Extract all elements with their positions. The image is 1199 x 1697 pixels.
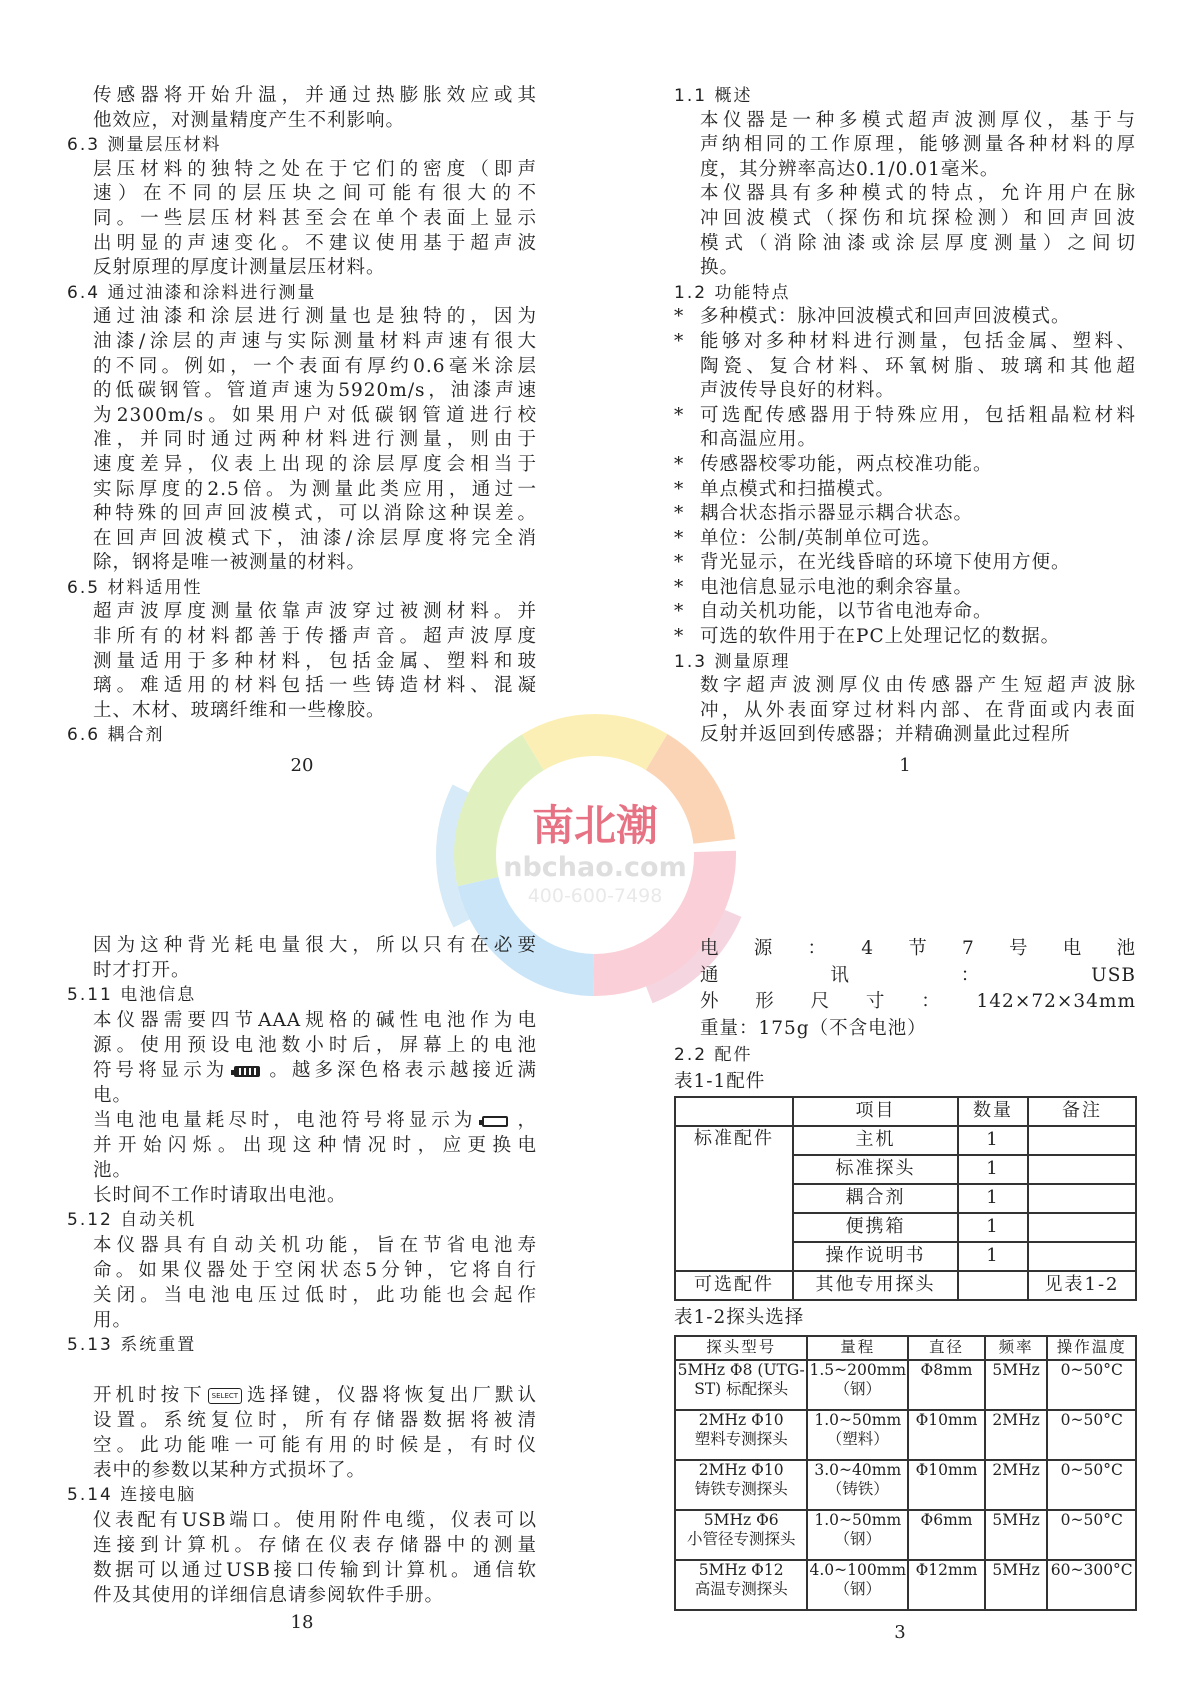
bullet-item [674,478,1136,503]
table-cell [1047,1410,1136,1460]
section-heading [67,576,537,601]
table-1-1-caption: 表1-1配件 [674,1070,766,1092]
table-cell [1047,1560,1136,1610]
cell-line: （钢） [834,1379,882,1398]
qty-cell: 1 [958,1213,1028,1242]
cell-line: 0~50°C [1060,1410,1123,1429]
note-cell [1028,1126,1136,1155]
cell-line: 0~50°C [1060,1510,1123,1529]
text-line: 外形尺寸：142×72×34mm [700,991,1136,1013]
table-cell [985,1560,1048,1610]
paragraph [67,600,537,723]
text-line: 换。 [700,257,740,279]
text-line: 电。 [93,1085,133,1106]
qty-cell [958,1271,1028,1300]
page-1-column [674,84,1136,748]
text-segment: 当电池电量耗尽时，电池符号将显示为 [93,1110,477,1131]
text-segment: 选择键，仪器将恢复出厂默认 [244,1385,537,1406]
watermark-phone: 400-600-7498 [527,885,663,907]
text-line: 因为这种背光耗电量很大，所以只有在必要 [93,935,537,956]
bullet-marker: * [674,601,684,623]
page-number: 20 [290,755,314,776]
page-number: 3 [894,1622,906,1643]
cell-line: Φ12mm [915,1560,978,1579]
table-cell [985,1360,1048,1410]
cell-line: 2MHz [992,1460,1040,1479]
text-segment: 开机时按下 [93,1385,206,1406]
text-line: 速度差异，仪表上出现的涂层厚度会相当于 [93,453,537,475]
section-heading [67,133,537,158]
text-segment: 符号将显示为 [93,1060,229,1081]
text-line: 池。 [93,1160,133,1181]
text-line: 电池信息显示电池的剩余容量。 [700,576,974,598]
bullet-item [674,551,1136,576]
cell-line: （塑料） [826,1429,889,1448]
probe-selection-table [674,1335,1137,1611]
paragraph [674,674,1136,748]
note-cell [1028,1184,1136,1213]
text-line: 在回声回波模式下，油漆/涂层厚度将完全消 [93,527,537,549]
text-line: 的不同。例如，一个表面有厚约0.6毫米涂层 [93,355,537,377]
battery-full-icon [234,1066,260,1077]
bullet-marker: * [674,306,684,328]
battery-empty-icon [482,1116,508,1127]
table-cell [908,1360,985,1410]
text-line: 多种模式：脉冲回波模式和回声回波模式。 [700,306,1071,328]
text-line: 声纳相同的工作原理，能够测量各种材料的厚 [700,134,1136,156]
section-heading [67,1208,537,1233]
table-header-row [675,1336,1136,1360]
bullet-marker: * [674,330,684,352]
table-cell [675,1360,807,1410]
text-line: 可选配传感器用于特殊应用，包括粗晶粒材料 [700,404,1136,426]
paragraph [674,109,1136,183]
text-line: 为2300m/s。如果用户对低碳钢管道进行校 [93,404,537,426]
table-header-cell: 项目 [793,1097,958,1126]
table-1-2-caption: 表1-2探头选择 [674,1306,805,1328]
table-cell [908,1460,985,1510]
page-20-column [67,84,537,748]
paragraph [67,933,537,983]
cell-line: 5MHz Φ12 [698,1560,784,1579]
table-row [675,1460,1136,1510]
cell-line: 5MHz Φ8 (UTG- [677,1360,805,1379]
table-row [675,1560,1136,1610]
paragraph [67,158,537,281]
text-line: 测量适用于多种材料，包括金属、塑料和玻 [93,650,537,672]
text-line: 除，钢将是唯一被测量的材料。 [93,552,367,574]
text-line: 实际厚度的2.5倍。为测量此类应用，通过一 [93,478,537,500]
cell-line: 60~300°C [1050,1560,1133,1579]
watermark-site: nbchao.com [503,852,687,883]
item-cell: 操作说明书 [793,1242,958,1271]
cell-line: 5MHz [992,1560,1040,1579]
spacer [67,1358,537,1383]
text-line: 本仪器是一种多模式超声波测厚仪，基于与 [700,109,1136,131]
bullet-item [674,453,1136,478]
bullet-item [674,404,1136,453]
text-line: 和高温应用。 [700,429,818,451]
bullet-item [674,576,1136,601]
text-line: 通过油漆和涂层进行测量也是独特的，因为 [93,306,537,328]
group-cell: 可选配件 [675,1271,793,1300]
paragraph [67,84,537,133]
section-heading [67,723,537,748]
table-cell [908,1510,985,1560]
text-line: 冲回波模式（探伤和坑探检测）和回声回波 [700,207,1136,229]
text-line: 长时间不工作时请取出电池。 [93,1185,347,1206]
bullet-item [674,527,1136,552]
paragraph [67,1508,537,1608]
cell-line: 2MHz Φ10 [698,1460,784,1479]
paragraph [67,1108,537,1183]
cell-line: Φ10mm [915,1460,978,1479]
table-row [675,1510,1136,1560]
text-line: 传感器将开始升温，并通过热膨胀效应或其 [93,85,537,106]
cell-line: 3.0~40mm [814,1460,902,1479]
text-line: 单点模式和扫描模式。 [700,478,896,500]
table-cell [985,1410,1048,1460]
bullet-item [674,625,1136,650]
page-number: 1 [899,755,911,776]
text-line: 并开始闪烁。出现这种情况时，应更换电 [93,1135,537,1156]
bullet-item [674,502,1136,527]
table-cell [1047,1510,1136,1560]
text-line: 能够对多种材料进行测量，包括金属、塑料、 [700,330,1136,352]
text-line: 数字超声波测厚仪由传感器产生短超声波脉 [700,675,1136,697]
cell-line: 1.5~200mm [809,1360,907,1379]
text-line: 传感器校零功能，两点校准功能。 [700,453,993,475]
table-header-cell [675,1097,793,1126]
table-cell [985,1510,1048,1560]
cell-line: 2MHz Φ10 [698,1410,784,1429]
text-line: 反射原理的厚度计测量层压材料。 [93,257,386,279]
table-cell [908,1560,985,1610]
text-line: 他效应，对测量精度产生不利影响。 [93,109,406,131]
table-header-cell: 备注 [1028,1097,1136,1126]
text-line: 准，并同时通过两种材料进行测量，则由于 [93,429,537,451]
text-line: 油漆/涂层的声速与实际测量材料声速有很大 [93,330,537,352]
table-row [675,1126,1136,1155]
cell-line: 铸铁专测探头 [694,1479,788,1498]
paragraph [67,1383,537,1483]
table-cell [675,1510,807,1560]
select-key-icon: SELECT [208,1388,242,1404]
text-line: 冲，从外表面穿过材料内部、在背面或内表面 [700,699,1136,721]
bullet-item [674,330,1136,404]
bullet-item [674,600,1136,625]
text-line: 通讯：USB [700,964,1136,986]
paragraph [67,1008,537,1108]
text-line: 非所有的材料都善于传播声音。超声波厚度 [93,626,537,648]
note-cell: 见表1-2 [1028,1271,1136,1300]
text-line: 5.11 电池信息 [67,985,197,1005]
table-row [675,1410,1136,1460]
table-row [675,1360,1136,1410]
text-line: 本仪器具有自动关机功能，旨在节省电池寿 [93,1235,537,1256]
cell-line: 0~50°C [1060,1360,1123,1379]
text-line: 关闭。当电池电压过低时，此功能也会起作 [93,1285,537,1306]
text-line: 速）在不同的层压块之间可能有很大的不 [93,183,537,205]
cell-line: Φ6mm [920,1510,973,1529]
text-line: 种特殊的回声回波模式，可以消除这种误差。 [93,503,537,525]
note-cell [1028,1155,1136,1184]
table-cell [675,1560,807,1610]
accessories-table [674,1096,1137,1301]
section-heading [674,650,1136,675]
item-cell: 其他专用探头 [793,1271,958,1300]
text-line: 度，其分辨率高达0.1/0.01毫米。 [700,158,1000,180]
page-3-column [674,936,1136,1611]
table-cell [1047,1460,1136,1510]
cell-line: 0~50°C [1060,1460,1123,1479]
text-line: 设置。系统复位时，所有存储器数据将被清 [93,1410,537,1431]
bullet-marker: * [674,404,684,426]
table-header-cell: 数量 [958,1097,1028,1126]
bullet-marker: * [674,527,684,549]
cell-line: Φ8mm [920,1360,973,1379]
text-line: 6.5 材料适用性 [67,577,203,598]
text-line: 仪表配有USB端口。使用附件电缆，仪表可以 [93,1510,537,1531]
table-cell [807,1560,908,1610]
cell-line: 高温专测探头 [694,1579,788,1598]
text-line: 本仪器需要四节AAA规格的碱性电池作为电 [93,1010,537,1031]
table-header-cell: 操作温度 [1047,1336,1136,1360]
table-cell [807,1360,908,1410]
section-heading [67,983,537,1008]
text-line: 6.3 测量层压材料 [67,135,222,156]
text-line: 2.2 配件 [674,1045,753,1066]
text-line: 1.3 测量原理 [674,651,791,672]
paragraph [67,1233,537,1333]
text-line [67,1383,537,1408]
table-cell [985,1460,1048,1510]
text-line: 璃。难适用的材料包括一些铸造材料、混凝 [93,675,537,697]
cell-line: ST) 标配探头 [694,1379,789,1398]
table-cell [807,1410,908,1460]
cell-line: 1.0~50mm [814,1510,902,1529]
text-line: 用。 [93,1310,133,1331]
text-line: 自动关机功能，以节省电池寿命。 [700,601,993,623]
bullet-item [674,305,1136,330]
text-line: 重量：175g（不含电池） [700,1017,927,1039]
text-line: 表中的参数以某种方式损坏了。 [93,1460,367,1481]
cell-line: 5MHz Φ6 [703,1510,779,1529]
text-segment: 。越多深色格表示越接近满 [266,1060,537,1081]
table-cell [675,1460,807,1510]
cell-line: 小管径专测探头 [686,1529,796,1548]
text-line: 出明显的声速变化。不建议使用基于超声波 [93,232,537,254]
text-line: 模式（消除油漆或涂层厚度测量）之间切 [700,232,1136,254]
table-row [675,1271,1136,1300]
text-line: 电源：4节7号电池 [700,938,1136,959]
group-cell: 标准配件 [675,1126,793,1271]
text-line: 件及其使用的详细信息请参阅软件手册。 [93,1585,445,1606]
cell-line: （钢） [834,1529,882,1548]
bullet-marker: * [674,503,684,525]
table-cell [807,1460,908,1510]
text-line: 本仪器具有多种模式的特点，允许用户在脉 [700,183,1136,205]
note-cell [1028,1242,1136,1271]
table-header-cell: 直径 [908,1336,985,1360]
qty-cell: 1 [958,1155,1028,1184]
text-line: 5.12 自动关机 [67,1210,197,1230]
text-line: 背光显示，在光线昏暗的环境下使用方便。 [700,552,1071,574]
item-cell: 标准探头 [793,1155,958,1184]
bullet-marker: * [674,576,684,598]
text-line: 命。如果仪器处于空闲状态5分钟，它将自行 [93,1260,537,1281]
text-line: 空。此功能唯一可能有用的时候是，有时仪 [93,1435,537,1456]
section-heading [674,281,1136,306]
cell-line: 4.0~100mm [809,1560,907,1579]
item-cell: 主机 [793,1126,958,1155]
cell-line: （钢） [834,1579,882,1598]
text-line: 6.4 通过油漆和涂料进行测量 [67,282,317,303]
text-line [67,1058,537,1083]
text-segment: ， [514,1110,537,1131]
table-header-row [675,1097,1136,1126]
bullet-marker: * [674,552,684,574]
watermark-brand: 南北潮 [531,801,659,850]
text-line: 6.6 耦合剂 [67,725,165,746]
paragraph [67,305,537,576]
text-line: 耦合状态指示器显示耦合状态。 [700,503,974,525]
text-line: 5.14 连接电脑 [67,1485,197,1505]
cell-line: 5MHz [992,1360,1040,1379]
item-cell: 便携箱 [793,1213,958,1242]
table-header-cell: 探头型号 [675,1336,807,1360]
note-cell [1028,1213,1136,1242]
text-line: 的低碳钢管。管道声速为5920m/s，油漆声速 [93,380,537,402]
bullet-marker: * [674,626,684,648]
qty-cell: 1 [958,1126,1028,1155]
cell-line: 1.0~50mm [814,1410,902,1429]
table-cell [675,1410,807,1460]
paragraph [67,1183,537,1208]
cell-line: （铸铁） [826,1479,889,1498]
text-line: 土、木材、玻璃纤维和一些橡胶。 [93,699,386,721]
table-cell [908,1410,985,1460]
section-heading [67,281,537,306]
bullet-marker: * [674,478,684,500]
text-line: 层压材料的独特之处在于它们的密度（即声 [93,158,537,180]
cell-line: 塑料专测探头 [694,1429,788,1448]
section-heading [674,1042,1136,1069]
page-number: 18 [290,1612,314,1633]
text-line: 源。使用预设电池数小时后，屏幕上的电池 [93,1035,537,1056]
section-heading [674,84,1136,109]
text-line: 单位：公制/英制单位可选。 [700,527,942,549]
bullet-marker: * [674,453,684,475]
section-heading [67,1483,537,1508]
table-cell [1047,1360,1136,1410]
text-line: 数据可以通过USB接口传输到计算机。通信软 [93,1560,537,1581]
text-line: 1.2 功能特点 [674,282,791,303]
text-line: 超声波厚度测量依靠声波穿过被测材料。并 [93,601,537,623]
text-line: 同。一些层压材料甚至会在单个表面上显示 [93,207,537,229]
text-line: 5.13 系统重置 [67,1335,197,1355]
text-line: 声波传导良好的材料。 [700,380,896,402]
cell-line: 5MHz [992,1510,1040,1529]
qty-cell: 1 [958,1242,1028,1271]
paragraph [674,182,1136,280]
table-header-cell: 量程 [807,1336,908,1360]
paragraph [674,936,1136,1042]
text-line: 时才打开。 [93,960,191,981]
cell-line: 2MHz [992,1410,1040,1429]
text-line: 可选的软件用于在PC上处理记忆的数据。 [700,626,1061,648]
table-header-cell: 频率 [985,1336,1048,1360]
item-cell: 耦合剂 [793,1184,958,1213]
text-line: 1.1 概述 [674,86,753,106]
table-cell [807,1510,908,1560]
cell-line: Φ10mm [915,1410,978,1429]
qty-cell: 1 [958,1184,1028,1213]
text-line: 连接到计算机。存储在仪表存储器中的测量 [93,1535,537,1556]
section-heading [67,1333,537,1358]
text-line: 反射并返回到传感器；并精确测量此过程所 [700,724,1071,746]
page-18-column [67,933,537,1608]
text-line [67,1108,537,1133]
text-line: 陶瓷、复合材料、环氧树脂、玻璃和其他超 [700,355,1136,377]
